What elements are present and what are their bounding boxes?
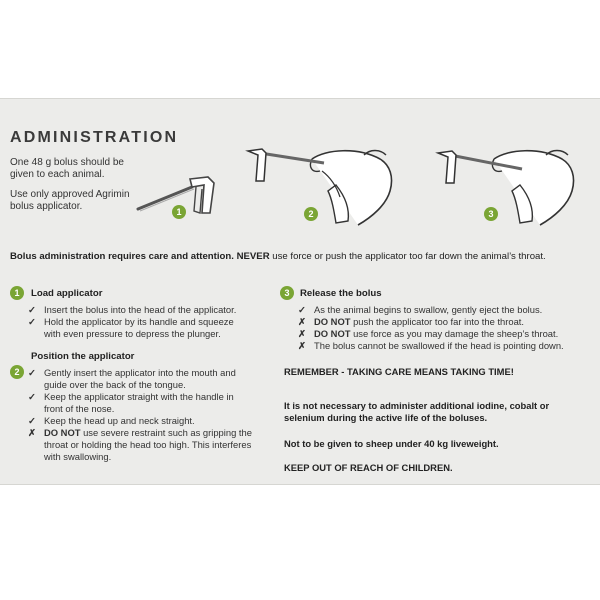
step-3-list bbox=[298, 304, 598, 352]
remember-note: REMEMBER - TAKING CARE MEANS TAKING TIME! bbox=[284, 366, 514, 377]
step-2-number: 2 bbox=[10, 365, 24, 379]
warning-rest: use force or push the applicator too far down the animal’s throat. bbox=[269, 251, 546, 262]
check-icon: ✓ bbox=[28, 367, 36, 378]
list-item: ✗ DO NOT push the applicator too far into the throat. bbox=[298, 316, 525, 327]
list-item: ✓ Keep the head up and neck straight. bbox=[28, 415, 195, 426]
list-item: ✓ As the animal begins to swallow, gently eject the bolus. bbox=[298, 304, 543, 315]
cross-icon: ✗ bbox=[28, 427, 36, 438]
step-1-list bbox=[28, 304, 252, 340]
step-2-heading: Position the applicator bbox=[31, 351, 135, 362]
illustration-number-1: 1 bbox=[172, 205, 186, 219]
step-1-heading: Load applicator bbox=[31, 288, 103, 299]
step-3-heading: Release the bolus bbox=[300, 288, 382, 299]
intro-dose: One 48 g bolus should be given to each animal. bbox=[10, 157, 124, 180]
page-title: ADMINISTRATION bbox=[10, 129, 179, 146]
intro-applicator: Use only approved Agrimin bolus applicator. bbox=[10, 189, 130, 212]
illustration-number-3: 3 bbox=[484, 207, 498, 221]
instruction-card bbox=[0, 98, 600, 485]
illustration-number-2: 2 bbox=[304, 207, 318, 221]
weight-note: Not to be given to sheep under 40 kg liveweight. bbox=[284, 438, 499, 449]
list-item: ✓ Keep the applicator straight with the handle in front of the nose. bbox=[28, 391, 234, 414]
list-item: ✓ Gently insert the applicator into the mouth and guide over the back of the tongue. bbox=[28, 367, 236, 390]
step-1-number: 1 bbox=[10, 286, 24, 300]
children-warning: KEEP OUT OF REACH OF CHILDREN. bbox=[284, 462, 453, 473]
check-icon: ✓ bbox=[298, 304, 306, 315]
check-icon: ✓ bbox=[28, 316, 36, 327]
supplement-note: It is not necessary to administer additional iodine, cobalt or selenium during the active life of the boluses. bbox=[284, 400, 550, 423]
cross-icon: ✗ bbox=[298, 316, 306, 327]
check-icon: ✓ bbox=[28, 304, 36, 315]
list-item: ✗ DO NOT use severe restraint such as gripping the throat or holding the head too high. This interferes with swallowing. bbox=[28, 427, 252, 462]
warning-text bbox=[10, 251, 546, 262]
list-item: ✓ Insert the bolus into the head of the applicator. bbox=[28, 304, 237, 315]
step-3-number: 3 bbox=[280, 286, 294, 300]
check-icon: ✓ bbox=[28, 391, 36, 402]
list-item: ✗ The bolus cannot be swallowed if the head is pointing down. bbox=[298, 340, 564, 351]
sheep-positioning-illustration bbox=[240, 141, 400, 231]
check-icon: ✓ bbox=[28, 415, 36, 426]
cross-icon: ✗ bbox=[298, 340, 306, 351]
list-item: ✗ DO NOT use force as you may damage the sheep’s throat. bbox=[298, 328, 559, 339]
warning-strong: Bolus administration requires care and attention. NEVER bbox=[10, 251, 270, 262]
step-2-list bbox=[28, 367, 254, 463]
list-item: ✓ Hold the applicator by its handle and squeeze with even pressure to depress the plunger. bbox=[28, 316, 234, 339]
cross-icon: ✗ bbox=[298, 328, 306, 339]
sheep-release-illustration bbox=[432, 141, 592, 231]
